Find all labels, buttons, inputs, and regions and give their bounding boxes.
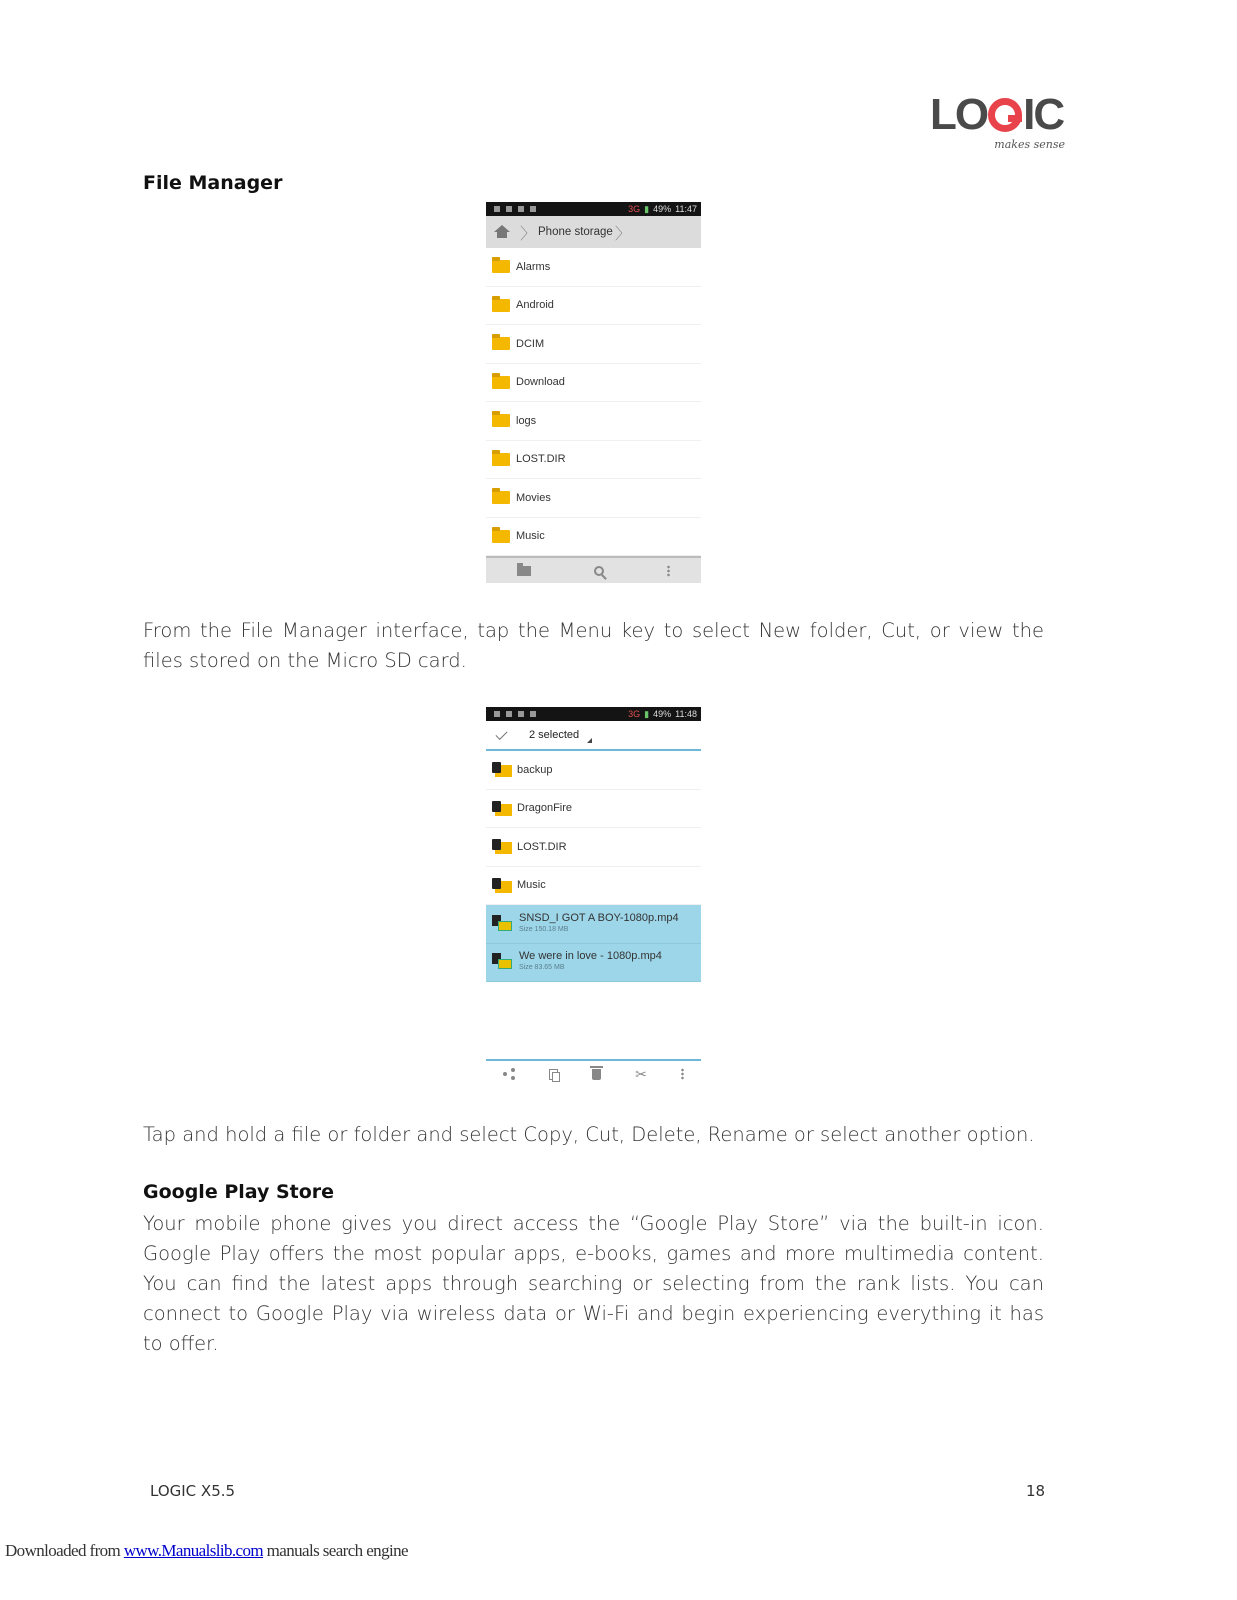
screenshot-phone-storage (486, 202, 701, 583)
folder-icon (492, 491, 510, 504)
battery-level: 49% (653, 204, 672, 214)
sd-folder-icon (492, 878, 512, 893)
video-file-icon (492, 953, 514, 971)
logo-text-right: IC (1023, 90, 1064, 139)
folder-icon (492, 453, 510, 466)
new-folder-icon[interactable] (517, 566, 531, 576)
sd-folder-icon (492, 801, 512, 816)
folder-icon (492, 260, 510, 273)
download-prefix: Downloaded from (5, 1541, 124, 1560)
folder-name: Movies (516, 491, 551, 504)
logo-g-mark (988, 98, 1022, 132)
footer-model: LOGIC X5.5 (150, 1482, 236, 1500)
folder-name: DragonFire (517, 802, 573, 815)
folder-name: LOST.DIR (517, 840, 567, 853)
folder-name: logs (516, 414, 537, 427)
sd-folder-row[interactable] (486, 828, 701, 867)
folder-name: DCIM (516, 337, 545, 350)
folder-icon (492, 299, 510, 312)
more-options-icon[interactable] (667, 565, 670, 577)
folder-row[interactable] (486, 402, 701, 441)
folder-row[interactable] (486, 325, 701, 364)
folder-row[interactable] (486, 287, 701, 326)
folder-row[interactable] (486, 518, 701, 557)
folder-name: LOST.DIR (516, 453, 566, 466)
video-file-row[interactable] (486, 944, 701, 983)
selected-file-list (486, 905, 701, 982)
logo-text-left: LO (930, 90, 988, 139)
folder-row[interactable] (486, 248, 701, 287)
selected-count[interactable]: 2 selected (529, 729, 580, 741)
network-type: 3G (628, 204, 641, 214)
folder-icon (492, 337, 510, 350)
folder-icon (492, 530, 510, 543)
folder-name: Alarms (516, 260, 551, 273)
file-size: Size 150.18 MB (519, 925, 569, 933)
folder-icon (492, 414, 510, 427)
cut-icon[interactable]: ✂ (635, 1066, 647, 1082)
folder-name: Android (516, 299, 554, 312)
file-manager-heading: File Manager (143, 172, 283, 194)
more-options-icon[interactable] (681, 1068, 684, 1080)
sd-folder-icon (492, 839, 512, 854)
sd-folder-row[interactable] (486, 751, 701, 790)
play-store-heading: Google Play Store (143, 1181, 335, 1203)
status-time: 11:47 (675, 204, 697, 214)
video-file-icon (492, 915, 514, 933)
dropdown-icon[interactable] (587, 738, 592, 743)
status-time: 11:48 (675, 709, 697, 719)
status-bar (486, 707, 701, 721)
breadcrumb: 〉 Phone storage 〉 (486, 216, 701, 248)
action-toolbar (486, 1059, 701, 1085)
folder-row[interactable] (486, 479, 701, 518)
sd-folder-icon (492, 762, 512, 777)
delete-icon[interactable] (592, 1069, 601, 1080)
logo-tagline: makes sense (994, 138, 1065, 151)
folder-row[interactable] (486, 364, 701, 403)
file-size: Size 83.65 MB (519, 964, 565, 972)
copy-icon[interactable] (549, 1069, 558, 1080)
signal-icon: ▮ (644, 708, 650, 719)
signal-icon: ▮ (644, 203, 650, 214)
file-name: SNSD_I GOT A BOY-1080p.mp4 (519, 911, 679, 924)
breadcrumb-phone-storage[interactable]: Phone storage (538, 226, 613, 238)
folder-name: Music (517, 879, 546, 892)
sd-folder-row[interactable] (486, 790, 701, 829)
folder-list (486, 248, 701, 556)
page-number: 18 (1026, 1482, 1046, 1500)
sd-folder-list (486, 751, 701, 905)
folder-name: Music (516, 530, 545, 543)
file-name: We were in love - 1080p.mp4 (519, 950, 662, 963)
folder-row[interactable] (486, 441, 701, 480)
video-file-row[interactable] (486, 905, 701, 944)
status-bar (486, 202, 701, 216)
manualslib-link[interactable]: www.Manualslib.com (123, 1541, 264, 1560)
check-icon[interactable] (495, 727, 507, 739)
download-suffix: manuals search engine (263, 1541, 408, 1560)
battery-level: 49% (653, 709, 672, 719)
folder-icon (492, 376, 510, 389)
file-manager-paragraph: From the File Manager interface, tap the Menu key to select New folder, Cut, or view the files stored on the Micro SD card. (143, 619, 1044, 672)
download-notice (5, 1541, 408, 1561)
search-icon[interactable] (594, 566, 604, 576)
folder-name: backup (517, 763, 553, 776)
home-icon[interactable] (494, 225, 510, 239)
sd-folder-row[interactable] (486, 867, 701, 906)
screenshot-sd-selection (486, 707, 701, 1085)
folder-name: Download (516, 376, 565, 389)
bottom-toolbar (486, 556, 701, 583)
selection-bar (486, 721, 701, 751)
play-store-paragraph: Your mobile phone gives you direct access the “Google Play Store” via the built-in icon. Google Play offers the most popular apps, e-books, games and more multimedia content. You can find the latest apps through searching or selecting from the rank lists. You can connect to Google Play via wireless data or Wi-Fi and begin experiencing everything it has to offer. (143, 1212, 1044, 1355)
network-type: 3G (628, 709, 641, 719)
logic-logo (930, 92, 1065, 152)
copy-cut-paragraph: Tap and hold a file or folder and select Copy, Cut, Delete, Rename or select another option. (143, 1123, 1035, 1146)
share-icon[interactable] (503, 1068, 515, 1080)
